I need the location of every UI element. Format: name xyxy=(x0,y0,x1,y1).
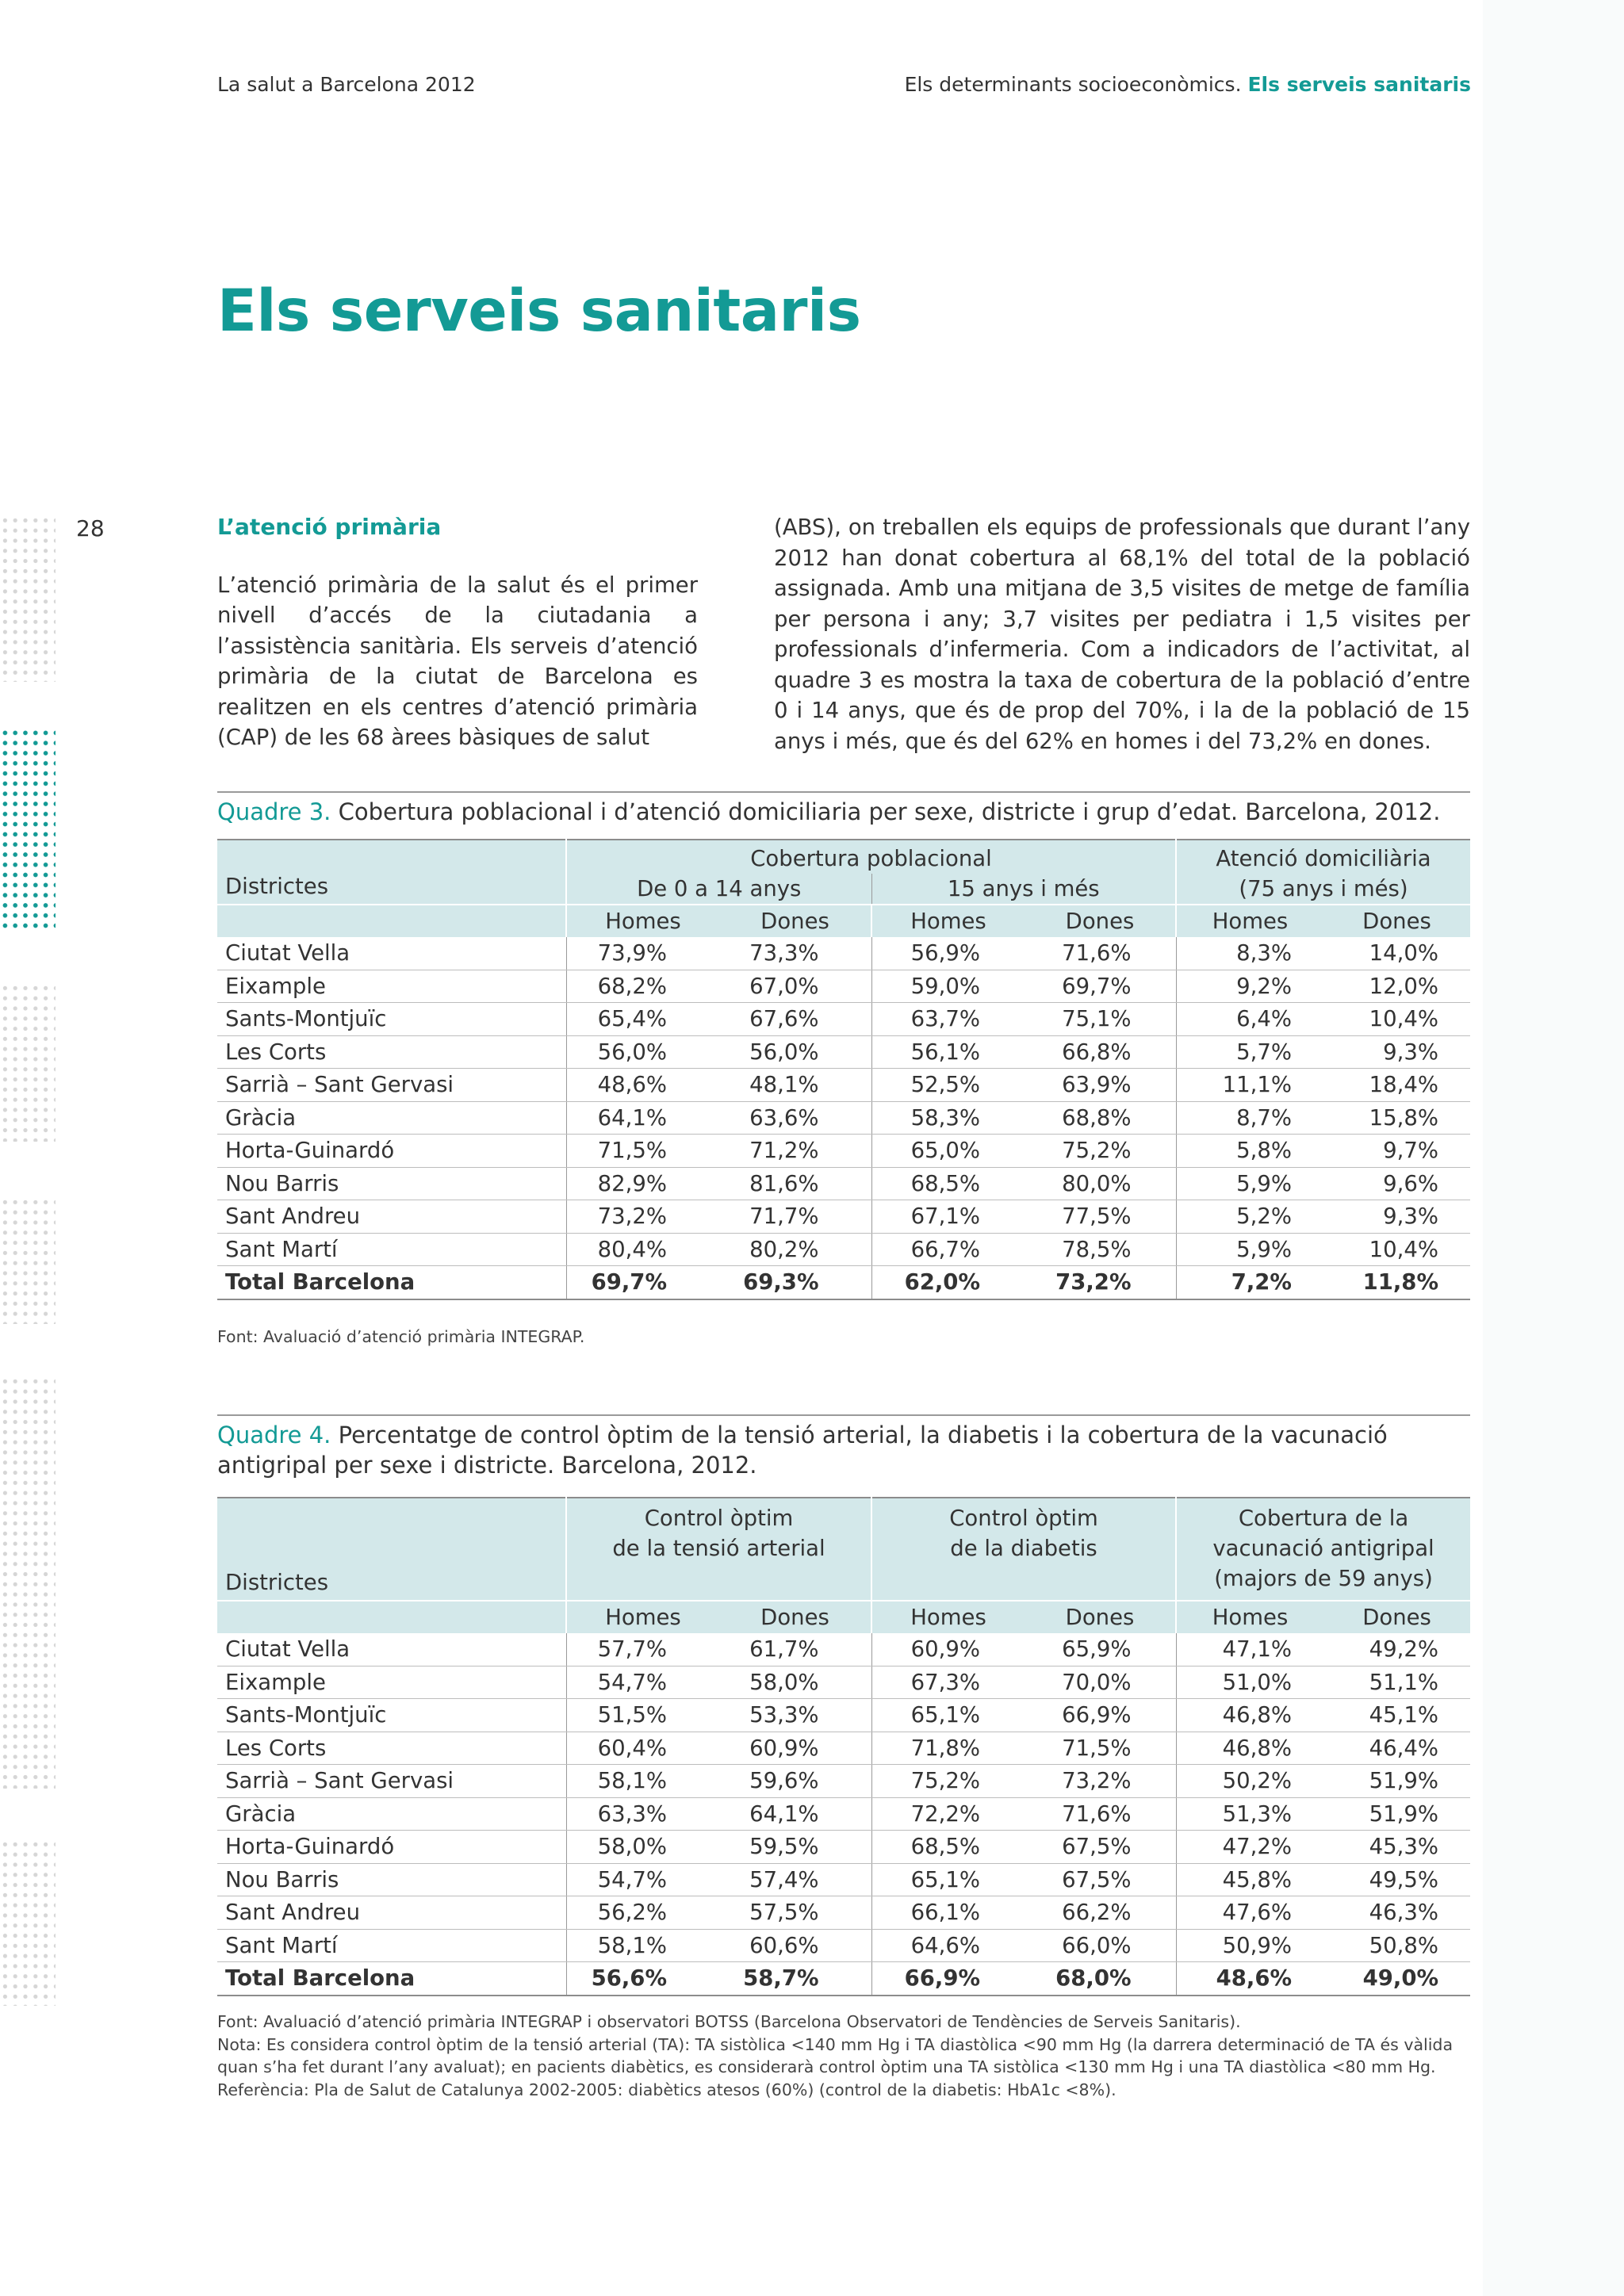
value-cell: 14,0% xyxy=(1323,937,1470,970)
value-cell: 48,1% xyxy=(719,1069,871,1102)
quadre4-source-block xyxy=(217,2011,1470,2101)
quadre4-header-tensio xyxy=(566,1498,871,1601)
value-cell: 58,1% xyxy=(566,1929,719,1962)
value-cell: 60,9% xyxy=(719,1732,871,1765)
value-cell: 10,4% xyxy=(1323,1003,1470,1036)
value-cell: 61,7% xyxy=(719,1633,871,1666)
running-header-right xyxy=(905,73,1471,96)
table-row xyxy=(217,1732,1470,1765)
value-cell: 69,7% xyxy=(1025,970,1176,1003)
table-row xyxy=(217,1929,1470,1962)
value-cell: 60,9% xyxy=(871,1633,1025,1666)
value-cell: 54,7% xyxy=(566,1863,719,1896)
quadre4-source: Font: Avaluació d’atenció primària INTEGRAP i observatori BOTSS (Barcelona Observatori de Tendències de Serveis Sanitaris). xyxy=(217,2012,1241,2031)
quadre4-header-vacunacio-line3: (majors de 59 anys) xyxy=(1214,1566,1433,1591)
quadre3-table xyxy=(217,839,1470,1300)
quadre4-header-homes: Homes xyxy=(566,1601,719,1633)
table-row xyxy=(217,1003,1470,1036)
value-cell: 45,1% xyxy=(1323,1699,1470,1732)
table-row xyxy=(217,1633,1470,1666)
table-row xyxy=(217,1896,1470,1930)
value-cell: 58,7% xyxy=(719,1962,871,1996)
value-cell: 47,1% xyxy=(1176,1633,1323,1666)
value-cell: 63,7% xyxy=(871,1003,1025,1036)
table-row xyxy=(217,1035,1470,1069)
running-header-left: La salut a Barcelona 2012 xyxy=(217,73,476,96)
value-cell: 80,2% xyxy=(719,1233,871,1266)
value-cell: 51,1% xyxy=(1323,1666,1470,1699)
district-name-cell: Sants-Montjuïc xyxy=(217,1003,566,1036)
quadre4-number: Quadre 4. xyxy=(217,1422,331,1448)
side-dot-pattern xyxy=(0,515,56,682)
intro-paragraph-left: L’atenció primària de la salut és el primer nivell d’accés de la ciutadania a l’assistència sanitària. Els serveis d’atenció primària de la ciutat de Barcelona es realitzen en els centres d’atenció primària (CAP) de les 68 àrees bàsiques de salut xyxy=(217,572,698,750)
value-cell: 56,0% xyxy=(566,1035,719,1069)
table-row xyxy=(217,1135,1470,1168)
value-cell: 77,5% xyxy=(1025,1200,1176,1234)
value-cell: 12,0% xyxy=(1323,970,1470,1003)
value-cell: 68,0% xyxy=(1025,1962,1176,1996)
side-dot-pattern xyxy=(0,983,56,1142)
value-cell: 64,1% xyxy=(719,1797,871,1831)
value-cell: 81,6% xyxy=(719,1167,871,1200)
value-cell: 71,7% xyxy=(719,1200,871,1234)
district-name-cell: Ciutat Vella xyxy=(217,1633,566,1666)
value-cell: 5,9% xyxy=(1176,1233,1323,1266)
value-cell: 68,5% xyxy=(871,1831,1025,1864)
value-cell: 47,2% xyxy=(1176,1831,1323,1864)
quadre3-header-domiciliaria-line1: Atenció domiciliària xyxy=(1176,840,1470,874)
intro-column-right xyxy=(774,512,1470,756)
value-cell: 78,5% xyxy=(1025,1233,1176,1266)
table-row xyxy=(217,970,1470,1003)
district-name-cell: Total Barcelona xyxy=(217,1962,566,1996)
value-cell: 80,0% xyxy=(1025,1167,1176,1200)
quadre3-header-dones: Dones xyxy=(719,905,871,937)
value-cell: 51,5% xyxy=(566,1699,719,1732)
quadre3-header-homes: Homes xyxy=(871,905,1025,937)
table-row xyxy=(217,1069,1470,1102)
value-cell: 60,6% xyxy=(719,1929,871,1962)
value-cell: 9,6% xyxy=(1323,1167,1470,1200)
district-name-cell: Les Corts xyxy=(217,1732,566,1765)
value-cell: 56,1% xyxy=(871,1035,1025,1069)
value-cell: 73,2% xyxy=(566,1200,719,1234)
value-cell: 66,7% xyxy=(871,1233,1025,1266)
value-cell: 65,0% xyxy=(871,1135,1025,1168)
running-header-section: Els determinants socioeconòmics. xyxy=(904,73,1242,96)
quadre4-header-vacunacio xyxy=(1176,1498,1470,1601)
table-row xyxy=(217,937,1470,970)
district-name-cell: Horta-Guinardó xyxy=(217,1135,566,1168)
district-name-cell: Gràcia xyxy=(217,1797,566,1831)
quadre3-caption: Cobertura poblacional i d’atenció domiciliaria per sexe, districte i grup d’edat. Barcelona, 2012. xyxy=(331,798,1441,825)
value-cell: 71,6% xyxy=(1025,1797,1176,1831)
value-cell: 18,4% xyxy=(1323,1069,1470,1102)
quadre4-caption: Percentatge de control òptim de la tensió arterial, la diabetis i la cobertura de la vacunació antigripal per sexe i districte. Barcelona, 2012. xyxy=(217,1422,1388,1479)
value-cell: 71,6% xyxy=(1025,937,1176,970)
value-cell: 73,3% xyxy=(719,937,871,970)
value-cell: 56,9% xyxy=(871,937,1025,970)
value-cell: 73,2% xyxy=(1025,1765,1176,1798)
value-cell: 67,3% xyxy=(871,1666,1025,1699)
value-cell: 68,5% xyxy=(871,1167,1025,1200)
quadre4-header-vacunacio-line1: Cobertura de la xyxy=(1238,1506,1409,1531)
value-cell: 67,5% xyxy=(1025,1831,1176,1864)
value-cell: 5,2% xyxy=(1176,1200,1323,1234)
quadre3-header-dones: Dones xyxy=(1323,905,1470,937)
value-cell: 58,0% xyxy=(719,1666,871,1699)
value-cell: 64,1% xyxy=(566,1101,719,1135)
value-cell: 58,3% xyxy=(871,1101,1025,1135)
quadre3-header-districtes: Districtes xyxy=(217,840,566,905)
value-cell: 56,0% xyxy=(719,1035,871,1069)
right-margin-band xyxy=(1483,0,1624,2296)
value-cell: 80,4% xyxy=(566,1233,719,1266)
quadre4-title xyxy=(217,1414,1470,1480)
value-cell: 59,6% xyxy=(719,1765,871,1798)
value-cell: 57,5% xyxy=(719,1896,871,1930)
quadre3-title xyxy=(217,791,1470,827)
quadre4-header-homes: Homes xyxy=(1176,1601,1323,1633)
quadre3-header-empty xyxy=(217,905,566,937)
quadre3-source: Font: Avaluació d’atenció primària INTEGRAP. xyxy=(217,1327,585,1346)
value-cell: 75,2% xyxy=(871,1765,1025,1798)
value-cell: 65,4% xyxy=(566,1003,719,1036)
value-cell: 62,0% xyxy=(871,1266,1025,1299)
side-dot-pattern xyxy=(0,1197,56,1324)
district-name-cell: Sant Andreu xyxy=(217,1896,566,1930)
value-cell: 46,8% xyxy=(1176,1732,1323,1765)
quadre3-header-0-14: De 0 a 14 anys xyxy=(566,874,871,905)
district-name-cell: Ciutat Vella xyxy=(217,937,566,970)
value-cell: 9,2% xyxy=(1176,970,1323,1003)
value-cell: 52,5% xyxy=(871,1069,1025,1102)
side-dot-pattern xyxy=(0,1376,56,1789)
value-cell: 51,9% xyxy=(1323,1765,1470,1798)
value-cell: 60,4% xyxy=(566,1732,719,1765)
value-cell: 50,9% xyxy=(1176,1929,1323,1962)
value-cell: 5,7% xyxy=(1176,1035,1323,1069)
table-row xyxy=(217,1666,1470,1699)
value-cell: 65,9% xyxy=(1025,1633,1176,1666)
value-cell: 66,9% xyxy=(1025,1699,1176,1732)
intro-column-left xyxy=(217,512,698,753)
quadre4-header-empty xyxy=(217,1601,566,1633)
quadre3-header-homes: Homes xyxy=(566,905,719,937)
value-cell: 58,0% xyxy=(566,1831,719,1864)
value-cell: 66,8% xyxy=(1025,1035,1176,1069)
value-cell: 51,3% xyxy=(1176,1797,1323,1831)
value-cell: 54,7% xyxy=(566,1666,719,1699)
value-cell: 66,9% xyxy=(871,1962,1025,1996)
quadre3-body xyxy=(217,937,1470,1299)
page-title: Els serveis sanitaris xyxy=(217,277,861,345)
value-cell: 71,5% xyxy=(1025,1732,1176,1765)
quadre4-header-homes: Homes xyxy=(871,1601,1025,1633)
table-total-row xyxy=(217,1962,1470,1996)
value-cell: 56,6% xyxy=(566,1962,719,1996)
value-cell: 71,8% xyxy=(871,1732,1025,1765)
value-cell: 15,8% xyxy=(1323,1101,1470,1135)
value-cell: 46,4% xyxy=(1323,1732,1470,1765)
table-row xyxy=(217,1200,1470,1234)
value-cell: 49,2% xyxy=(1323,1633,1470,1666)
value-cell: 66,0% xyxy=(1025,1929,1176,1962)
value-cell: 73,9% xyxy=(566,937,719,970)
value-cell: 8,3% xyxy=(1176,937,1323,970)
district-name-cell: Nou Barris xyxy=(217,1167,566,1200)
value-cell: 72,2% xyxy=(871,1797,1025,1831)
district-name-cell: Horta-Guinardó xyxy=(217,1831,566,1864)
value-cell: 59,5% xyxy=(719,1831,871,1864)
quadre4-header-dones: Dones xyxy=(1323,1601,1470,1633)
value-cell: 50,8% xyxy=(1323,1929,1470,1962)
table-row xyxy=(217,1831,1470,1864)
value-cell: 9,7% xyxy=(1323,1135,1470,1168)
table-row xyxy=(217,1863,1470,1896)
value-cell: 49,5% xyxy=(1323,1863,1470,1896)
value-cell: 64,6% xyxy=(871,1929,1025,1962)
value-cell: 67,0% xyxy=(719,970,871,1003)
value-cell: 75,2% xyxy=(1025,1135,1176,1168)
page-number: 28 xyxy=(76,515,105,541)
quadre3-header-domiciliaria-line2: (75 anys i més) xyxy=(1176,874,1470,905)
value-cell: 11,1% xyxy=(1176,1069,1323,1102)
value-cell: 65,1% xyxy=(871,1699,1025,1732)
quadre4-header-diabetis-line1: Control òptim xyxy=(949,1506,1098,1531)
value-cell: 46,8% xyxy=(1176,1699,1323,1732)
district-name-cell: Nou Barris xyxy=(217,1863,566,1896)
value-cell: 71,2% xyxy=(719,1135,871,1168)
quadre3-header-cobertura: Cobertura poblacional xyxy=(566,840,1176,874)
value-cell: 68,8% xyxy=(1025,1101,1176,1135)
district-name-cell: Eixample xyxy=(217,1666,566,1699)
value-cell: 67,6% xyxy=(719,1003,871,1036)
value-cell: 51,9% xyxy=(1323,1797,1470,1831)
value-cell: 57,7% xyxy=(566,1633,719,1666)
quadre4-header-dones: Dones xyxy=(719,1601,871,1633)
value-cell: 51,0% xyxy=(1176,1666,1323,1699)
quadre4-header-dones: Dones xyxy=(1025,1601,1176,1633)
value-cell: 68,2% xyxy=(566,970,719,1003)
table-row xyxy=(217,1233,1470,1266)
district-name-cell: Sant Martí xyxy=(217,1233,566,1266)
value-cell: 9,3% xyxy=(1323,1200,1470,1234)
quadre4-header-diabetis xyxy=(871,1498,1176,1601)
intro-paragraph-right: (ABS), on treballen els equips de professionals que durant l’any 2012 han donat cobertura al 68,1% del total de la població assignada. Amb una mitjana de 3,5 visites de metge de família per persona i any; 3,7 visites per pediatra i 1,5 visites per professionals d’infermeria. Com a indicadors de l’activitat, al quadre 3 es mostra la taxa de cobertura de la població d’entre 0 i 14 anys, que és de prop del 70%, i la de la població de 15 anys i més, que és del 62% en homes i del 73,2% en dones. xyxy=(774,515,1470,754)
value-cell: 45,8% xyxy=(1176,1863,1323,1896)
value-cell: 70,0% xyxy=(1025,1666,1176,1699)
value-cell: 57,4% xyxy=(719,1863,871,1896)
value-cell: 66,1% xyxy=(871,1896,1025,1930)
quadre4-header-districtes: Districtes xyxy=(217,1498,566,1601)
value-cell: 7,2% xyxy=(1176,1266,1323,1299)
district-name-cell: Les Corts xyxy=(217,1035,566,1069)
district-name-cell: Eixample xyxy=(217,970,566,1003)
value-cell: 69,7% xyxy=(566,1266,719,1299)
value-cell: 50,2% xyxy=(1176,1765,1323,1798)
quadre4-body xyxy=(217,1633,1470,1996)
table-row xyxy=(217,1765,1470,1798)
section-heading: L’atenció primària xyxy=(217,514,442,540)
value-cell: 9,3% xyxy=(1323,1035,1470,1069)
quadre4-header-tensio-line2: de la tensió arterial xyxy=(612,1536,825,1561)
value-cell: 46,3% xyxy=(1323,1896,1470,1930)
value-cell: 47,6% xyxy=(1176,1896,1323,1930)
district-name-cell: Sarrià – Sant Gervasi xyxy=(217,1765,566,1798)
value-cell: 59,0% xyxy=(871,970,1025,1003)
value-cell: 67,5% xyxy=(1025,1863,1176,1896)
value-cell: 63,3% xyxy=(566,1797,719,1831)
running-header-chapter: Els serveis sanitaris xyxy=(1247,73,1471,96)
district-name-cell: Sant Martí xyxy=(217,1929,566,1962)
quadre3-header-15-mes: 15 anys i més xyxy=(871,874,1176,905)
table-row xyxy=(217,1101,1470,1135)
quadre3-number: Quadre 3. xyxy=(217,798,331,825)
value-cell: 6,4% xyxy=(1176,1003,1323,1036)
value-cell: 56,2% xyxy=(566,1896,719,1930)
table-row xyxy=(217,1797,1470,1831)
quadre3-header-homes: Homes xyxy=(1176,905,1323,937)
value-cell: 45,3% xyxy=(1323,1831,1470,1864)
value-cell: 63,9% xyxy=(1025,1069,1176,1102)
quadre4-header-vacunacio-line2: vacunació antigripal xyxy=(1212,1536,1434,1561)
table-row xyxy=(217,1167,1470,1200)
side-dot-pattern-accent xyxy=(0,728,56,931)
quadre4-note: Nota: Es considera control òptim de la tensió arterial (TA): TA sistòlica <140 mm Hg i TA diastòlica <90 mm Hg (la darrera determinació de TA és vàlida quan s’ha fet durant l’any avaluat); en pacients diabètics, es considerarà control òptim una TA sistòlica <130 mm Hg i una TA diastòlica <80 mm Hg. Referència: Pla de Salut de Catalunya 2002-2005: diabètics atesos (60%) (control de la diabetis: HbA1c <8%). xyxy=(217,2034,1453,2099)
value-cell: 49,0% xyxy=(1323,1962,1470,1996)
value-cell: 67,1% xyxy=(871,1200,1025,1234)
quadre3-header-dones: Dones xyxy=(1025,905,1176,937)
district-name-cell: Sant Andreu xyxy=(217,1200,566,1234)
value-cell: 53,3% xyxy=(719,1699,871,1732)
value-cell: 82,9% xyxy=(566,1167,719,1200)
value-cell: 48,6% xyxy=(1176,1962,1323,1996)
value-cell: 58,1% xyxy=(566,1765,719,1798)
value-cell: 48,6% xyxy=(566,1069,719,1102)
value-cell: 66,2% xyxy=(1025,1896,1176,1930)
district-name-cell: Sants-Montjuïc xyxy=(217,1699,566,1732)
value-cell: 63,6% xyxy=(719,1101,871,1135)
quadre4-table xyxy=(217,1497,1470,1996)
value-cell: 73,2% xyxy=(1025,1266,1176,1299)
district-name-cell: Total Barcelona xyxy=(217,1266,566,1299)
quadre4-header-diabetis-line2: de la diabetis xyxy=(950,1536,1097,1561)
district-name-cell: Sarrià – Sant Gervasi xyxy=(217,1069,566,1102)
value-cell: 11,8% xyxy=(1323,1266,1470,1299)
value-cell: 65,1% xyxy=(871,1863,1025,1896)
quadre4-header-tensio-line1: Control òptim xyxy=(644,1506,794,1531)
value-cell: 69,3% xyxy=(719,1266,871,1299)
value-cell: 75,1% xyxy=(1025,1003,1176,1036)
value-cell: 5,8% xyxy=(1176,1135,1323,1168)
value-cell: 10,4% xyxy=(1323,1233,1470,1266)
side-dot-pattern xyxy=(0,1839,56,2006)
value-cell: 71,5% xyxy=(566,1135,719,1168)
table-row xyxy=(217,1699,1470,1732)
table-total-row xyxy=(217,1266,1470,1299)
district-name-cell: Gràcia xyxy=(217,1101,566,1135)
value-cell: 8,7% xyxy=(1176,1101,1323,1135)
value-cell: 5,9% xyxy=(1176,1167,1323,1200)
